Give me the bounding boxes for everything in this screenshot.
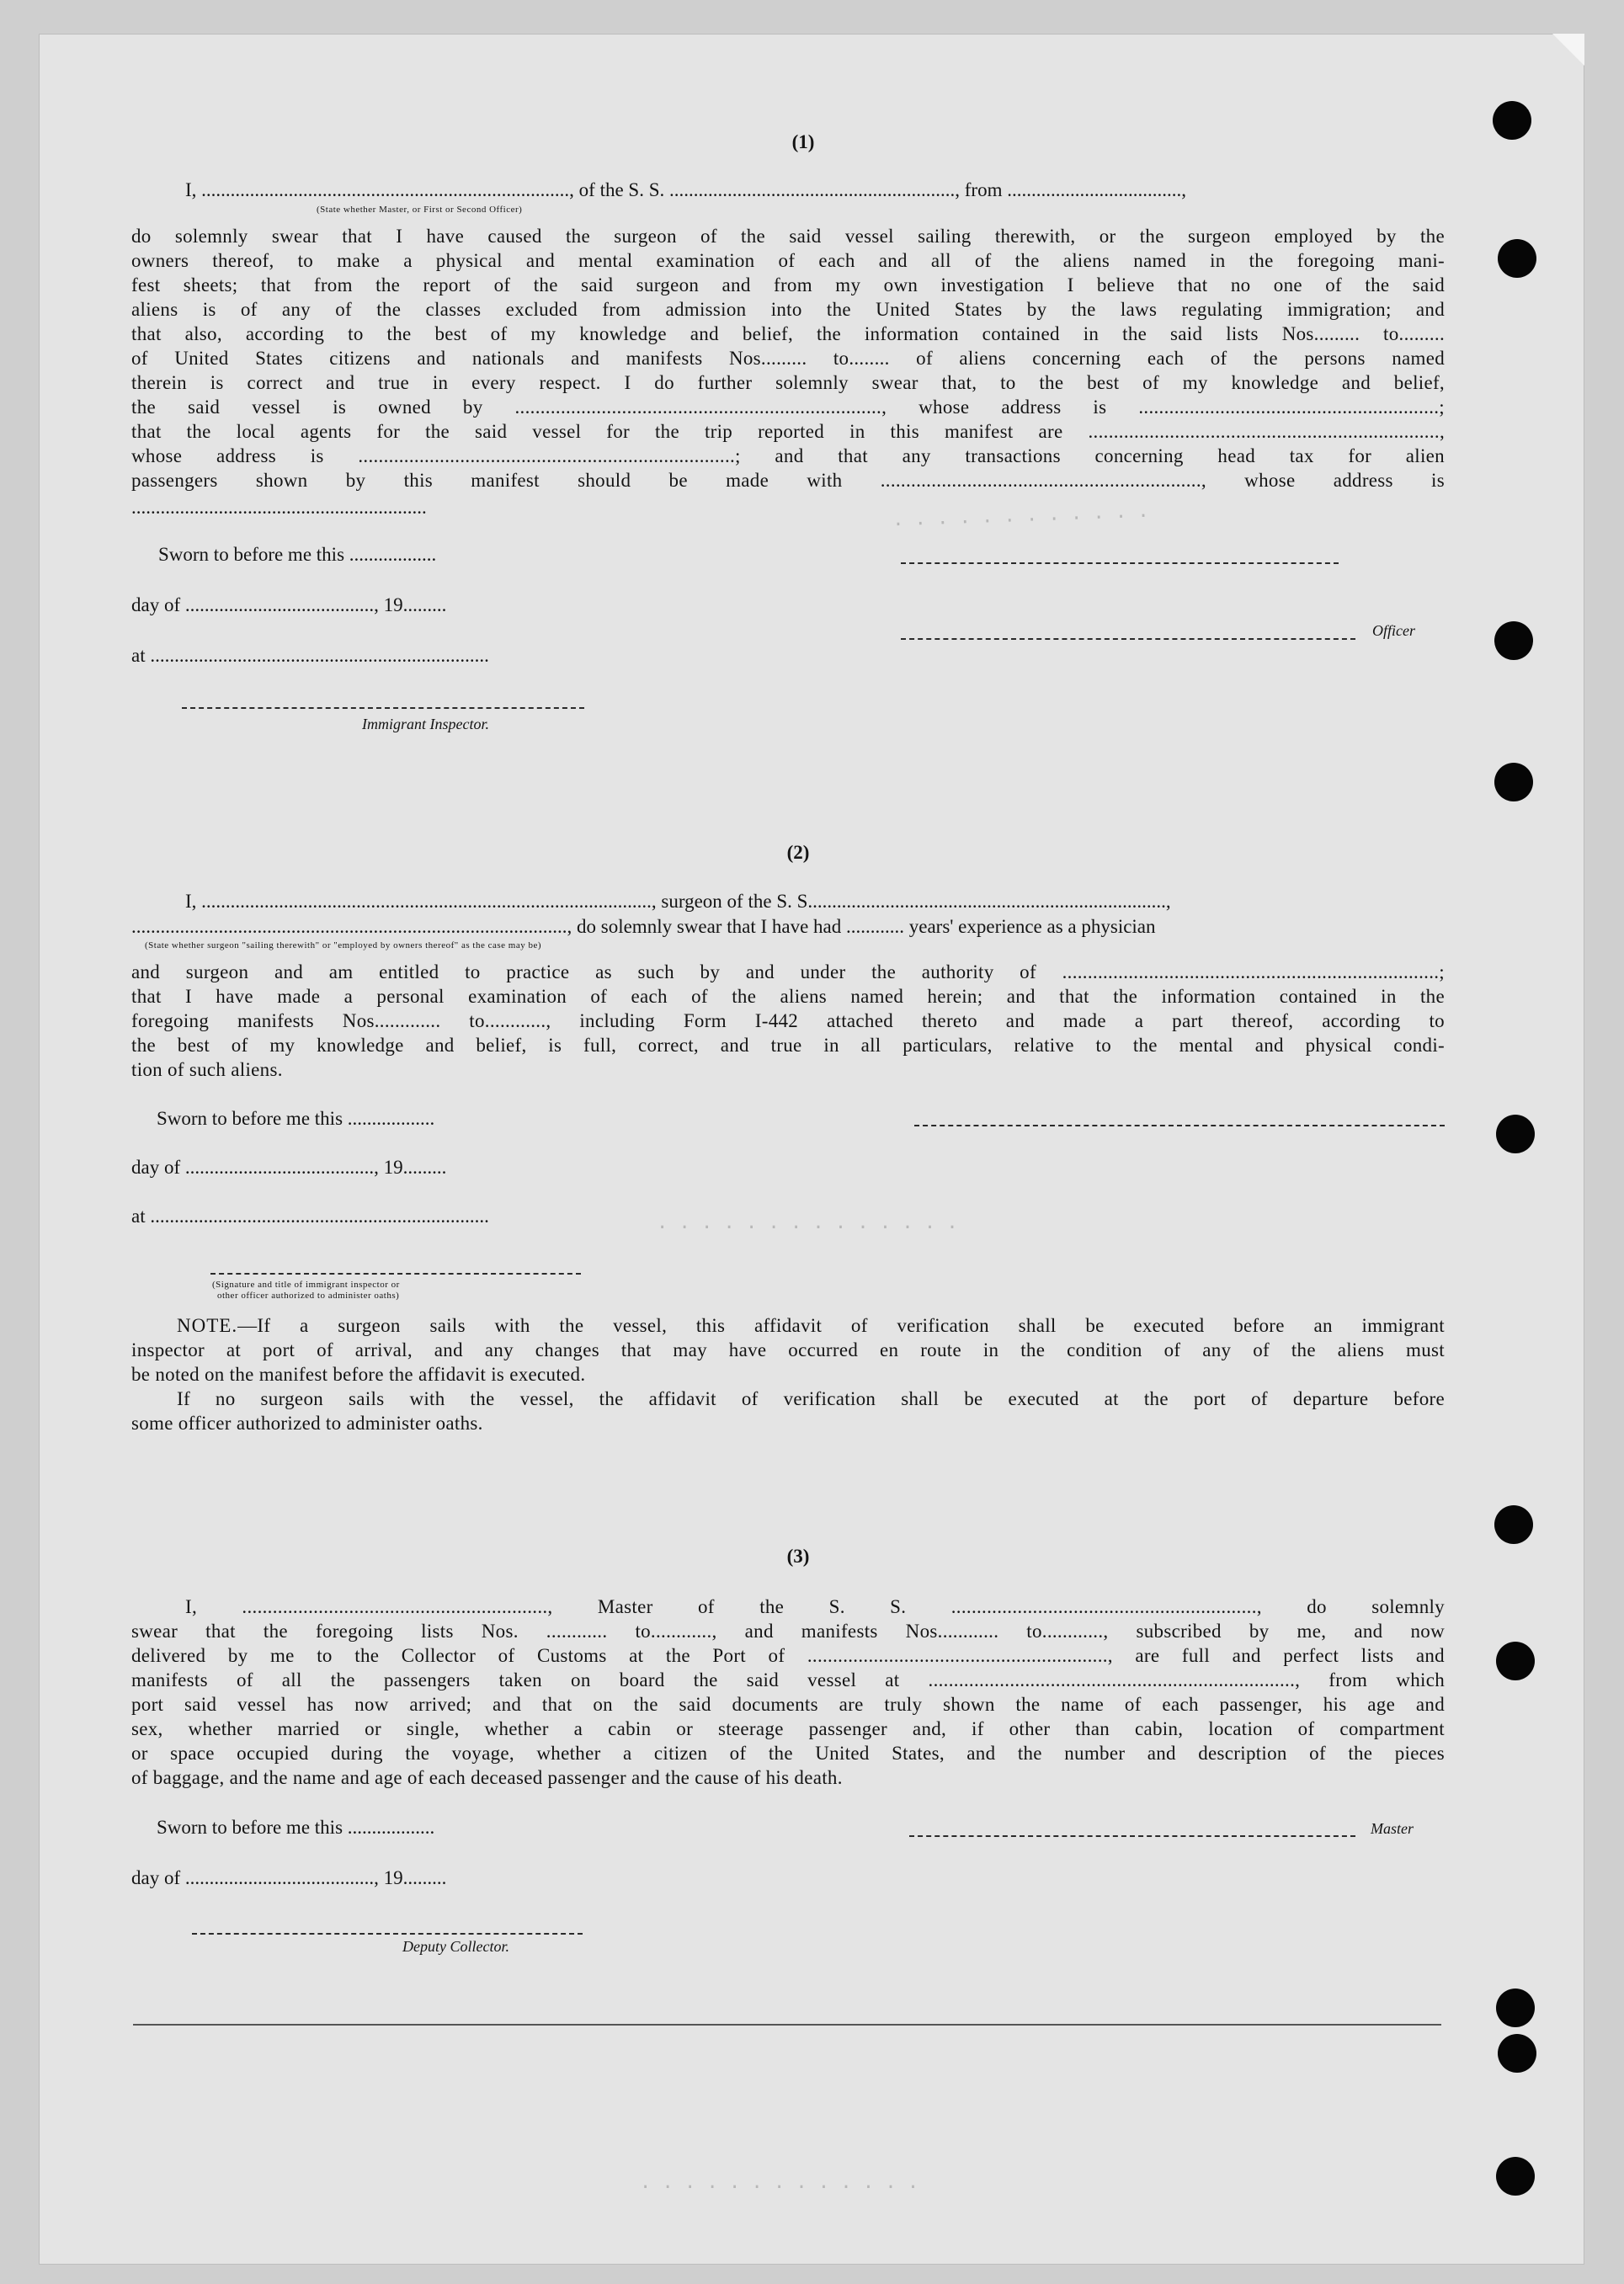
punch-hole	[1493, 101, 1531, 140]
paragraph-line: some officer authorized to administer oaths.	[131, 1413, 483, 1434]
paragraph-line: If no surgeon sails with the vessel, the affidavit of verification shall be executed at the port of departure before	[177, 1388, 1445, 1409]
section-2-paragraph	[131, 960, 1445, 1082]
punch-hole	[1496, 2157, 1535, 2196]
signature-note-1: (Signature and title of immigrant inspector or	[212, 1280, 400, 1290]
paragraph-line: that also, according to the best of my knowledge and belief, the information contained in the said lists Nos......... to.........	[131, 323, 1445, 344]
inspector-signature-line[interactable]	[182, 707, 584, 709]
note-text: —If a surgeon sails with the vessel, this affidavit of verification shall be executed before an immigrant	[237, 1315, 1445, 1336]
paragraph-line: of baggage, and the name and age of each deceased passenger and the cause of his death.	[131, 1767, 843, 1788]
paragraph-line: aliens is of any of the classes excluded from admission into the United States by the laws regulating immigration; and	[131, 299, 1445, 320]
bleed-through-text: . . . . . . . . . . . . .	[640, 2172, 919, 2193]
note-label: NOTE.	[177, 1315, 238, 1336]
punch-hole	[1498, 239, 1536, 278]
section-1-paragraph	[131, 224, 1445, 492]
paragraph-line: be noted on the manifest before the affidavit is executed.	[131, 1364, 586, 1385]
bleed-through-text: . . . . . . . . . . . . . .	[657, 1212, 958, 1233]
section-2-day-line: day of ......................................., 19.........	[131, 1157, 447, 1178]
paragraph-line: therein is correct and true in every respect. I do further solemnly swear that, to the best of my knowledge and belief,	[131, 372, 1445, 393]
section-1-at-line: at ......................................................................	[131, 645, 489, 666]
section-2-sworn-line: Sworn to before me this ..................	[157, 1108, 435, 1129]
master-label: Master	[1371, 1820, 1414, 1837]
section-1-sworn-line: Sworn to before me this ..................	[158, 544, 437, 565]
section-3-day-line: day of ......................................., 19.........	[131, 1867, 447, 1888]
paragraph-line: foregoing manifests Nos............. to............, including Form I-442 attached thereto and made a part thereof, according to	[131, 1010, 1445, 1031]
section-2-officer-signature-line[interactable]	[210, 1273, 581, 1275]
deputy-collector-label: Deputy Collector.	[402, 1938, 509, 1955]
master-signature-line[interactable]	[909, 1835, 1355, 1837]
punch-hole	[1496, 1989, 1535, 2027]
paragraph-line: that the local agents for the said vessel for the trip reported in this manifest are .....................................................................,	[131, 421, 1445, 442]
punch-hole	[1494, 763, 1533, 801]
paragraph-line: owners thereof, to make a physical and mental examination of each and all of the aliens named in the foregoing mani-	[131, 250, 1445, 271]
paragraph-line: the best of my knowledge and belief, is full, correct, and true in all particulars, relative to the mental and physical condi-	[131, 1035, 1445, 1056]
section-1-opening-line: I, ............................................................................, of the S. S. ..........................................................., from ....................................,	[185, 179, 1186, 200]
surgeon-signature-line[interactable]	[914, 1125, 1445, 1126]
punch-hole	[1494, 1505, 1533, 1544]
section-2-opening-line: I, ............................................................................................., surgeon of the S. S..........................................................................,	[185, 891, 1171, 912]
paragraph-line: port said vessel has now arrived; and that on the said documents are truly shown the name of each passenger, his age and	[131, 1694, 1445, 1715]
paragraph-line: or space occupied during the voyage, whether a citizen of the United States, and the number and description of the pieces	[131, 1743, 1445, 1764]
immigrant-inspector-label: Immigrant Inspector.	[362, 716, 489, 732]
paragraph-line: sex, whether married or single, whether a cabin or steerage passenger and, if other than cabin, location of compartment	[131, 1718, 1445, 1739]
section-2-number: (2)	[786, 842, 810, 863]
paragraph-line: of United States citizens and nationals and manifests Nos......... to........ of aliens concerning each of the persons named	[131, 348, 1445, 369]
punch-hole	[1496, 1115, 1535, 1153]
officer-title-line[interactable]	[901, 638, 1355, 640]
paragraph-line: passengers shown by this manifest should be made with ..............................................................., whose address is	[131, 470, 1445, 491]
paragraph-line: and surgeon and am entitled to practice as such by and under the authority of ..........................................................................;	[131, 961, 1445, 982]
bottom-rule	[133, 2024, 1441, 2026]
punch-hole	[1494, 621, 1533, 660]
section-1-trailing-line: .............................................................	[131, 497, 427, 518]
paragraph-line: swear that the foregoing lists Nos. ............ to............, and manifests Nos............ to............, subscribed by me, and now	[131, 1621, 1445, 1642]
officer-signature-line[interactable]	[901, 562, 1339, 564]
punch-hole	[1498, 2034, 1536, 2073]
officer-label: Officer	[1372, 622, 1415, 639]
paragraph-line: I, ............................................................, Master of the S. S. ............................................................, do solemnly	[185, 1596, 1445, 1617]
section-3-number: (3)	[786, 1546, 810, 1567]
section-1-subcaption: (State whether Master, or First or Second Officer)	[317, 205, 523, 215]
section-3-paragraph	[131, 1595, 1445, 1790]
paragraph-line	[131, 1313, 1445, 1338]
punch-hole	[1496, 1642, 1535, 1680]
paragraph-line: the said vessel is owned by ........................................................................, whose address is ...........................................................;	[131, 397, 1445, 418]
section-2-subcaption: (State whether surgeon "sailing therewith" or "employed by owners thereof" as the case may be)	[145, 940, 542, 950]
paragraph-line: inspector at port of arrival, and any changes that may have occurred en route in the condition of any of the aliens must	[131, 1339, 1445, 1360]
paragraph-line: tion of such aliens.	[131, 1059, 283, 1080]
paragraph-line: whose address is ..........................................................................; and that any transactions concerning head tax for alien	[131, 445, 1445, 466]
section-1-day-line: day of ......................................., 19.........	[131, 594, 447, 615]
section-1-number: (1)	[791, 131, 815, 152]
signature-note-2: other officer authorized to administer oaths)	[217, 1291, 400, 1301]
paragraph-line: manifests of all the passengers taken on board the said vessel at ........................................................................, from which	[131, 1669, 1445, 1690]
paragraph-line: do solemnly swear that I have caused the surgeon of the said vessel sailing therewith, or the surgeon employed by the	[131, 226, 1445, 247]
section-2-second-line: .........................................................................................., do solemnly swear that I have had ............ years' experience as a physician	[131, 916, 1156, 937]
paragraph-line: that I have made a personal examination of each of the aliens named herein; and that the information contained in the	[131, 986, 1445, 1007]
note-paragraph	[131, 1313, 1445, 1435]
section-3-sworn-line: Sworn to before me this ..................	[157, 1817, 435, 1838]
section-2-at-line: at ......................................................................	[131, 1206, 489, 1227]
bleed-through-text: . . . . . . . . . . . .	[892, 500, 1149, 531]
paragraph-line: delivered by me to the Collector of Customs at the Port of ..........................................................., are full and perfect lists and	[131, 1645, 1445, 1666]
paragraph-line: fest sheets; that from the report of the said surgeon and from my own investigation I believe that no one of the said	[131, 274, 1445, 295]
collector-signature-line[interactable]	[192, 1933, 583, 1935]
